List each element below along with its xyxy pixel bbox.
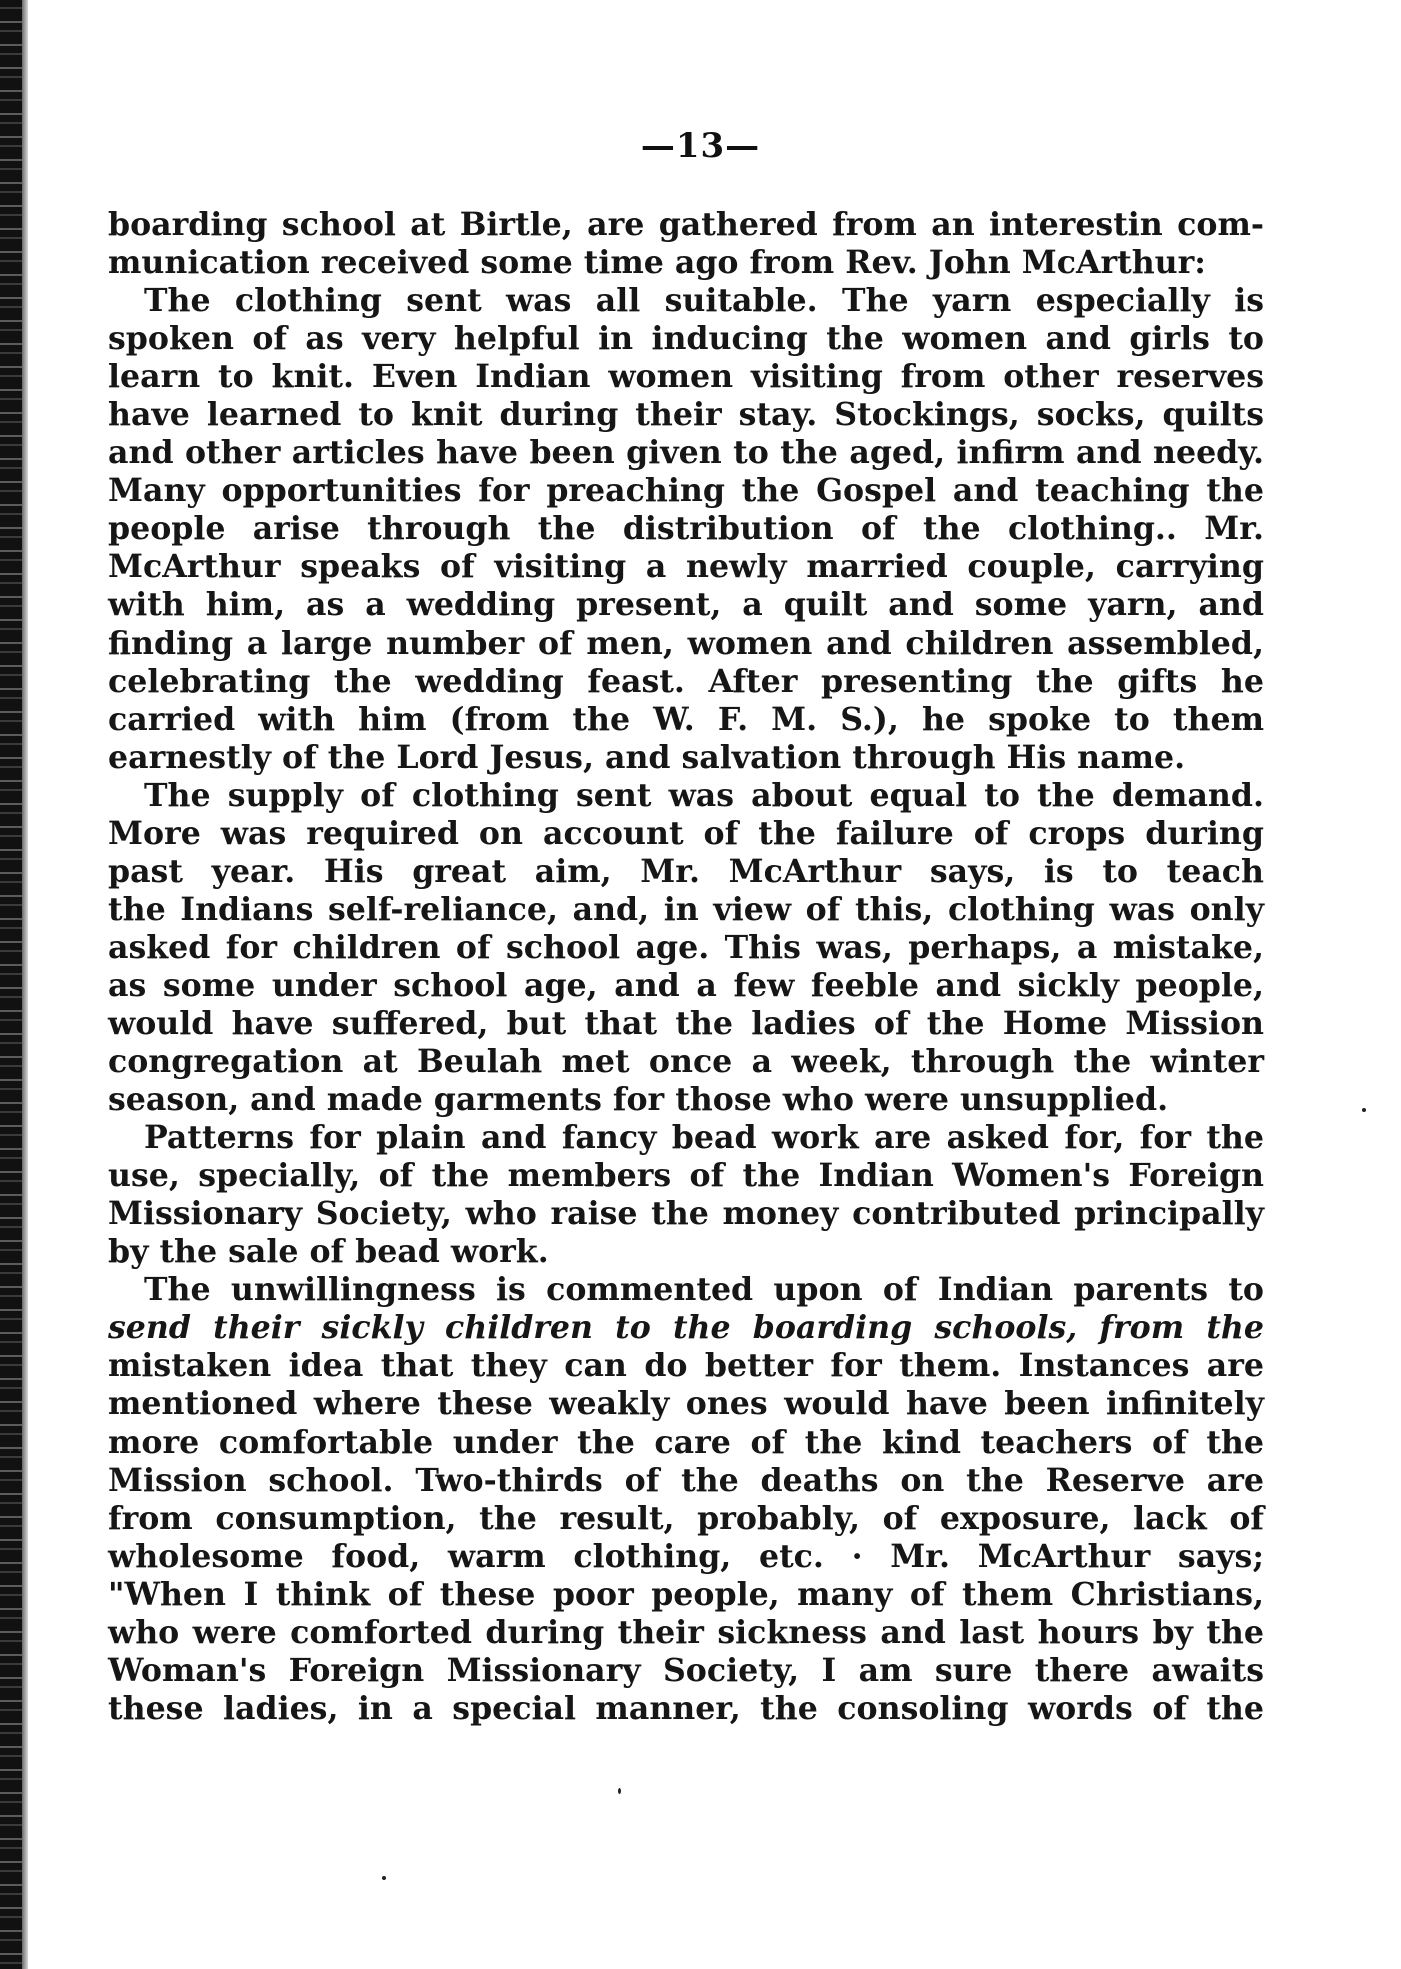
text-line: McArthur speaks of visiting a newly married couple, carrying bbox=[108, 548, 1264, 586]
text-line: spoken of as very helpful in inducing the women and girls to bbox=[108, 320, 1264, 358]
text-line: mistaken idea that they can do better for them. Instances are bbox=[108, 1347, 1264, 1385]
text-line: use, specially, of the members of the Indian Women's Foreign bbox=[108, 1157, 1264, 1195]
text-line: the Indians self-reliance, and, in view of this, clothing was only bbox=[108, 890, 1264, 928]
binding-shadow bbox=[22, 0, 28, 1969]
text-line: The clothing sent was all suitable. The yarn especially is bbox=[144, 282, 1264, 320]
text-line: have learned to knit during their stay. Stockings, socks, quilts bbox=[108, 396, 1264, 434]
text-line: season, and made garments for those who were unsupplied. bbox=[108, 1081, 1169, 1119]
text-line: wholesome food, warm clothing, etc. · Mr. McArthur says; bbox=[108, 1537, 1264, 1575]
text-line: more comfortable under the care of the kind teachers of the bbox=[108, 1423, 1264, 1461]
text-line: The unwillingness is commented upon of Indian parents to bbox=[144, 1271, 1264, 1309]
text-line: asked for children of school age. This was, perhaps, a mistake, bbox=[108, 928, 1264, 966]
text-line: celebrating the wedding feast. After presenting the gifts he bbox=[108, 662, 1264, 700]
text-line: boarding school at Birtle, are gathered from an interestin com- bbox=[108, 206, 1264, 243]
binding-edge bbox=[0, 0, 22, 1969]
text-line: finding a large number of men, women and children assembled, bbox=[108, 624, 1264, 662]
text-line: mentioned where these weakly ones would have been infinitely bbox=[108, 1385, 1264, 1423]
text-line: Many opportunities for preaching the Gospel and teaching the bbox=[108, 472, 1264, 510]
text-line: with him, as a wedding present, a quilt and some yarn, and bbox=[108, 586, 1264, 624]
text-line: Missionary Society, who raise the money contributed principally bbox=[108, 1195, 1264, 1233]
text-line: and other articles have been given to the aged, infirm and needy. bbox=[108, 434, 1264, 472]
text-line: "When I think of these poor people, many of them Christians, bbox=[108, 1575, 1264, 1613]
text-line: Patterns for plain and fancy bead work are asked for, for the bbox=[144, 1119, 1264, 1157]
text-line: Woman's Foreign Missionary Society, I am sure there awaits bbox=[108, 1651, 1264, 1689]
text-line: who were comforted during their sickness and last hours by the bbox=[108, 1613, 1264, 1651]
stray-mark bbox=[1362, 1108, 1366, 1112]
text-line: Mission school. Two-thirds of the deaths on the Reserve are bbox=[108, 1461, 1264, 1499]
text-line: these ladies, in a special manner, the consoling words of the bbox=[108, 1689, 1264, 1727]
text-line: from consumption, the result, probably, of exposure, lack of bbox=[108, 1499, 1264, 1537]
text-line: carried with him (from the W. F. M. S.), he spoke to them bbox=[108, 700, 1264, 738]
text-line: More was required on account of the failure of crops during bbox=[108, 814, 1264, 852]
stray-mark bbox=[618, 1788, 621, 1794]
text-line: congregation at Beulah met once a week, through the winter bbox=[108, 1043, 1264, 1081]
text-line: send their sickly children to the boarding schools, from the bbox=[108, 1309, 1264, 1347]
page-number: —13— bbox=[640, 126, 761, 166]
text-line: as some under school age, and a few feeble and sickly people, bbox=[108, 966, 1264, 1004]
text-line: earnestly of the Lord Jesus, and salvation through His name. bbox=[108, 738, 1186, 776]
text-line: would have suffered, but that the ladies of the Home Mission bbox=[108, 1004, 1264, 1042]
text-line: people arise through the distribution of the clothing.. Mr. bbox=[108, 510, 1264, 548]
text-line: munication received some time ago from Rev. John McArthur: bbox=[108, 244, 1206, 282]
text-line: The supply of clothing sent was about equal to the demand. bbox=[144, 776, 1264, 814]
text-line: by the sale of bead work. bbox=[108, 1233, 549, 1271]
page-body-text bbox=[108, 206, 1264, 1728]
text-line: past year. His great aim, Mr. McArthur says, is to teach bbox=[108, 852, 1264, 890]
text-line: learn to knit. Even Indian women visiting from other reserves bbox=[108, 358, 1264, 396]
stray-mark bbox=[382, 1876, 386, 1880]
